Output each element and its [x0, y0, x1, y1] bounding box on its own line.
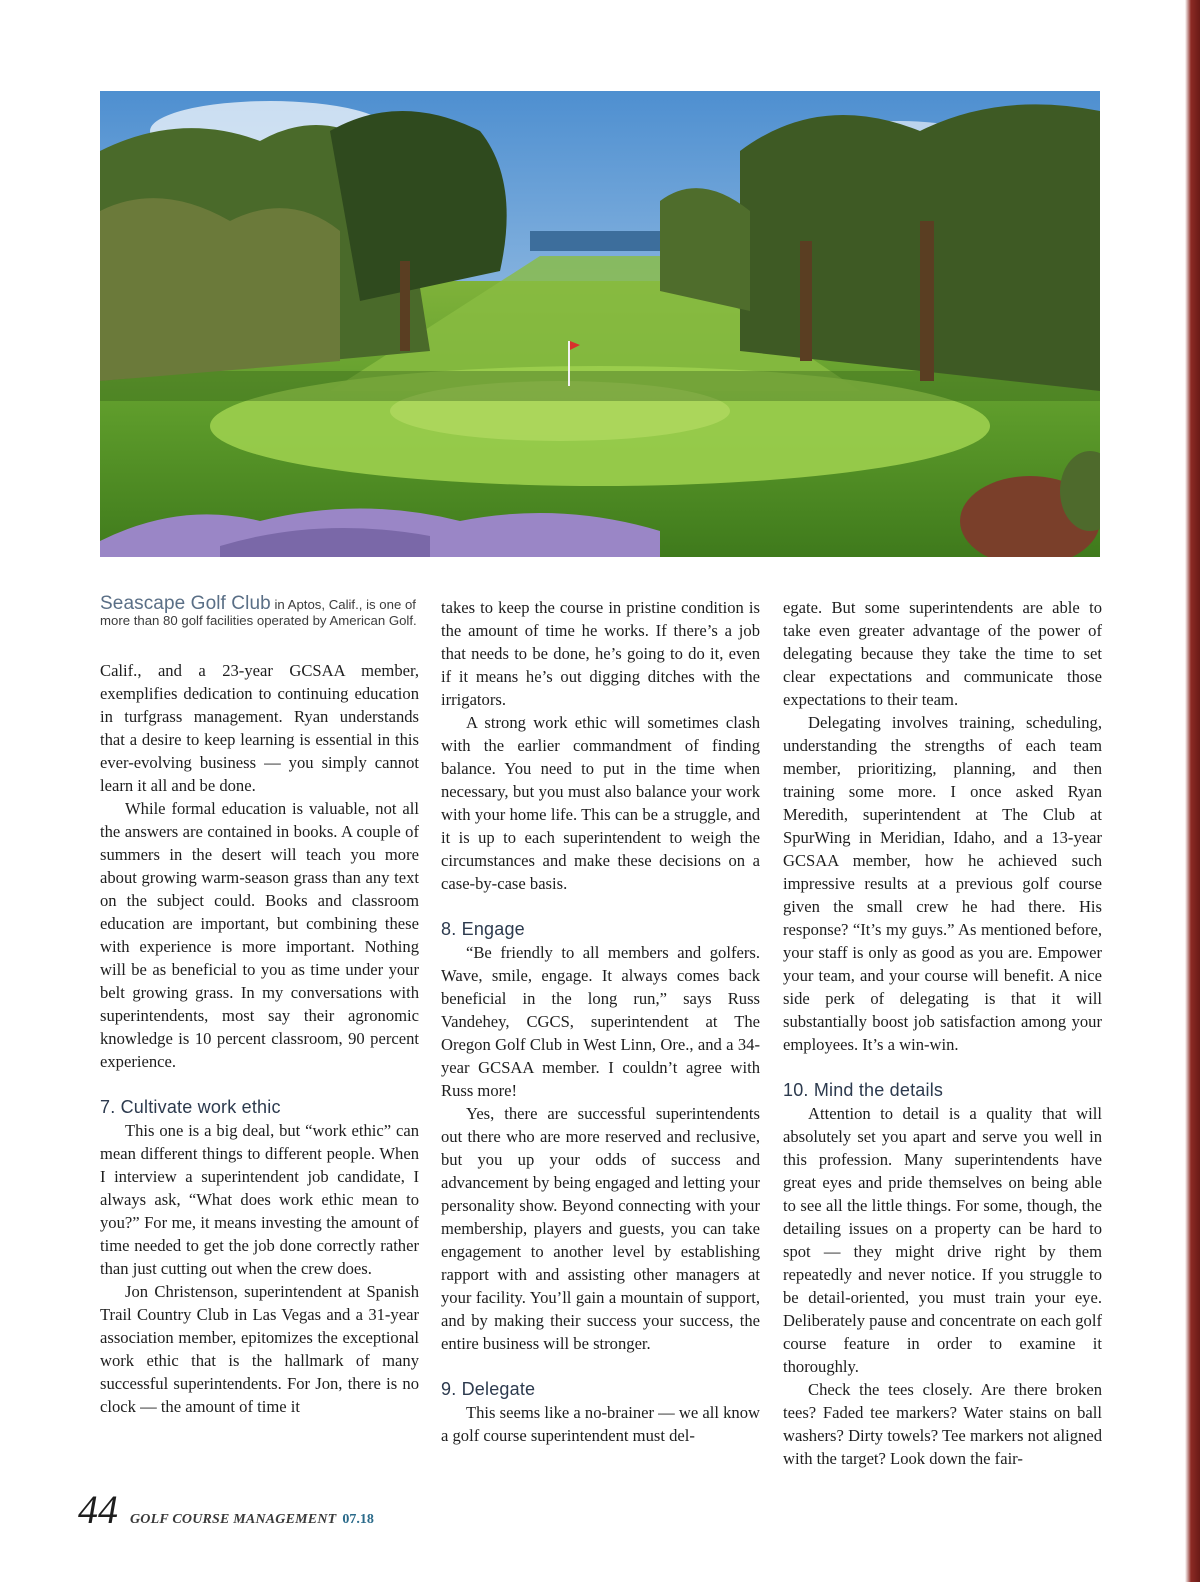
section-heading: 8. Engage: [441, 919, 525, 939]
section-heading: 10. Mind the details: [783, 1080, 944, 1100]
column-3: [783, 596, 1102, 1470]
caption-text: in Aptos, Calif., is one of more than 80 golf facilities operated by American Golf.: [100, 597, 417, 628]
issue-date: 07.18: [342, 1512, 374, 1527]
paragraph: takes to keep the course in pristine condition is the amount of time he works. If there’s a job that needs to be done, he’s going to do it, even if it means he’s out digging ditches with the irrigators.: [441, 598, 760, 709]
paragraph: “Be friendly to all members and golfers. Wave, smile, engage. It always comes back beneficial in the long run,” says Russ Vandehey, CGCS, superintendent at The Oregon Golf Club in West Linn, Ore., and a 34-year GCSAA member. I couldn’t agree with Russ more!: [441, 943, 760, 1100]
column-1: [100, 593, 419, 1418]
paragraph: Attention to detail is a quality that will absolutely set you apart and serve you well in this profession. Many superintendents have great eyes and pride themselves on being able to see all the little things. For some, though, the detailing issues on a property can be hard to spot — they might drive right by them repeatedly and never notice. If you struggle to be detail-oriented, you must train your eye. Deliberately pause and concentrate on each golf course feature in order to examine it thoroughly.: [783, 1104, 1102, 1376]
paragraph: Yes, there are successful superintendents out there who are more reserved and reclusive, but you up your odds of success and advancement by being engaged and letting your personality show. Beyond connecting with your membership, players and guests, you can take engagement to another level by establishing rapport with and assisting other managers at your facility. You’ll gain a mountain of support, and by making their success your success, the entire business will be stronger.: [441, 1104, 760, 1353]
paragraph: This one is a big deal, but “work ethic” can mean different things to different people. When I interview a superintendent job candidate, I always ask, “What does work ethic mean to you?” For me, it means investing the amount of time needed to get the job done correctly rather than just cutting out when the crew does.: [100, 1121, 419, 1278]
page-footer: [78, 1486, 374, 1532]
paragraph: A strong work ethic will sometimes clash with the earlier commandment of finding balance. You need to put in the time when necessary, but you must also balance your work with your home life. This can be a struggle, and it is up to each superintendent to weigh the circumstances and make these decisions on a case-by-case basis.: [441, 713, 760, 893]
photo-caption: [100, 593, 419, 629]
paragraph: Delegating involves training, scheduling, understanding the strengths of each team member, prioritizing, planning, and then training some more. I once asked Ryan Meredith, superintendent at The Club at SpurWing in Meridian, Idaho, and a 13-year GCSAA member, how he achieved such impressive results at a previous golf course given the small crew he had there. His response? “It’s my guys.” As mentioned before, your staff is only as good as you are. Empower your team, and your course will benefit. A nice side perk of delegating is that it will substantially boost job satisfaction among your employees. It’s a win-win.: [783, 713, 1102, 1054]
publication-name: GOLF COURSE MANAGEMENT: [130, 1512, 337, 1527]
column-2: [441, 596, 760, 1447]
paragraph: egate. But some superintendents are able to take even greater advantage of the power of delegating because they take the time to set clear expectations and communicate those expectations to their team.: [783, 598, 1102, 709]
paragraph: Check the tees closely. Are there broken tees? Faded tee markers? Water stains on ball washers? Dirty towels? Tee markers not aligned with the target? Look down the fair-: [783, 1380, 1102, 1468]
section-heading: 7. Cultivate work ethic: [100, 1097, 281, 1117]
page-number: 44: [78, 1487, 118, 1532]
paragraph: While formal education is valuable, not all the answers are contained in books. A couple of summers in the desert will teach you more about growing warm-season grass than any text on the subject could. Books and classroom education are important, but combining these with experience is more important. Nothing will be as beneficial to you as time under your belt growing grass. In my conversations with superintendents, most say their agronomic knowledge is 10 percent classroom, 90 percent experience.: [100, 799, 419, 1071]
paragraph: This seems like a no-brainer — we all know a golf course superintendent must del-: [441, 1403, 760, 1445]
golf-course-photo: [100, 91, 1100, 557]
caption-lead: Seascape Golf Club: [100, 593, 271, 614]
paragraph: Jon Christenson, superintendent at Spanish Trail Country Club in Las Vegas and a 31-year association member, epitomizes the exceptional work ethic that is the hallmark of many successful superintendents. For Jon, there is no clock — the amount of time it: [100, 1282, 419, 1416]
section-heading: 9. Delegate: [441, 1379, 536, 1399]
page-edge-bar: [1185, 0, 1200, 1582]
paragraph: Calif., and a 23-year GCSAA member, exemplifies dedication to continuing education in turfgrass management. Ryan understands that a desire to keep learning is essential in this ever-evolving business — you simply cannot learn it all and be done.: [100, 661, 419, 795]
